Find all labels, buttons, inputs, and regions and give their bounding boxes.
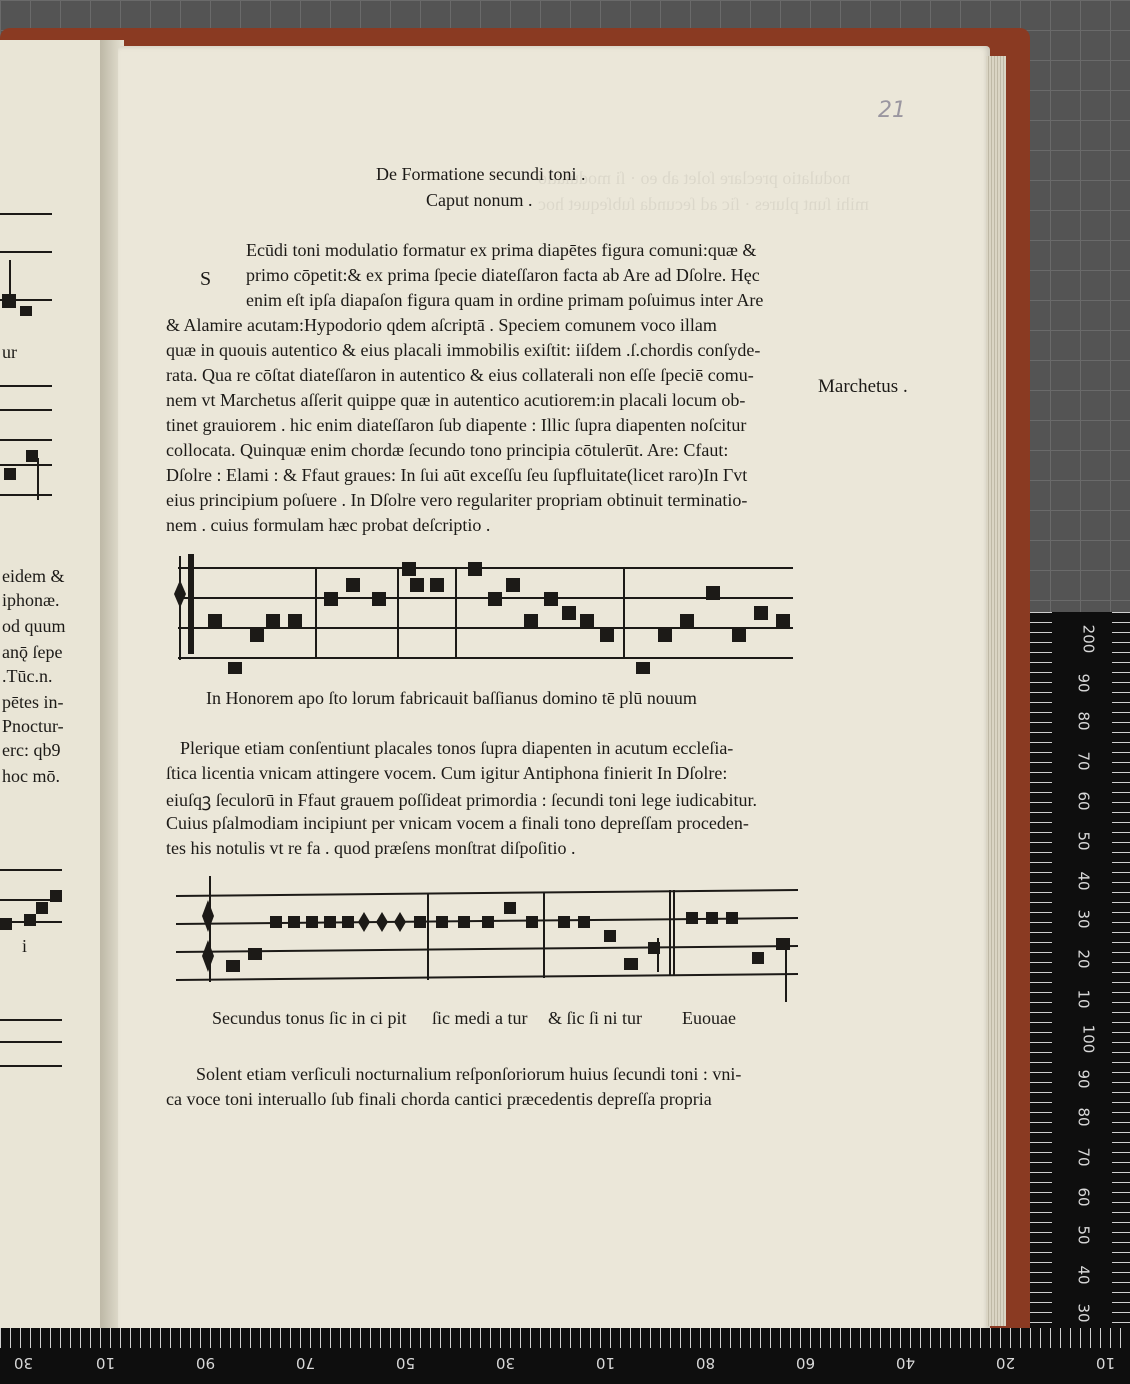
ruler-label: 100 (1079, 1024, 1098, 1054)
text-line: quæ in quouis autentico & eius placali immobilis exiſtit: iiſdem .ſ.chordis conſyde- (166, 340, 761, 360)
text-line: nem . cuius formulam hæc probat deſcriptio . (166, 515, 491, 535)
ruler-label: 50 (1074, 831, 1093, 851)
chapter-subheading: Caput nonum . (426, 190, 533, 210)
lyrics-line-2-mediation: ſic medi a tur (432, 1008, 528, 1028)
ruler-label: 80 (1074, 1107, 1093, 1127)
ruler-label: 30 (14, 1354, 34, 1372)
ruler-ticks (1030, 612, 1052, 1338)
text-line: Ecūdi toni modulatio formatur ex prima diapētes figura comuni:quæ & (246, 240, 757, 260)
text-line: ſtica licentia vnicam attingere vocem. Cum igitur Antiphona finierit In Dſolre: (166, 763, 728, 783)
ruler-label: 40 (1074, 871, 1093, 891)
ruler-label: 10 (596, 1354, 616, 1372)
show-through-text: nodulatio preclare ſolet ab eo · ſi modulatio (538, 168, 851, 188)
ruler-label: 10 (1074, 989, 1093, 1009)
ruler-label: 50 (1074, 1225, 1093, 1245)
ruler-label: 50 (396, 1354, 416, 1372)
ruler-label: 60 (1074, 1187, 1093, 1207)
ruler-label: 20 (996, 1354, 1016, 1372)
text-line: eiuſqꝫ ſeculorū in Ffaut grauem poſſideat primordia : ſecundi toni lege iudicabitur. (166, 790, 758, 810)
text-line: rata. Qua re cōſtat diateſſaron in autentico & eius collaterali non eſſe ſpeciē comu- (166, 365, 754, 385)
left-text-fragment: pētes in- (2, 692, 64, 712)
left-text-fragment: iphonæ. (2, 590, 60, 610)
ruler-ticks (1112, 612, 1130, 1338)
left-text-fragment: eidem & (2, 566, 65, 586)
ruler-label: 70 (296, 1354, 316, 1372)
text-line: enim eſt ipſa diapaſon figura quam in ordine primam poſuimus inter Are (246, 290, 764, 310)
left-text-fragment: od quum (2, 616, 66, 636)
text-line: collocata. Quinquæ enim chordæ ſecundo tono principia cōtulerūt. Are: Cfaut: (166, 440, 729, 460)
text-line: nem vt Marchetus aſſerit quippe quæ in autentico acutiorem:in placali locum ob- (166, 390, 746, 410)
ruler-label: 90 (196, 1354, 216, 1372)
left-text-fragment: hoc mō. (2, 766, 60, 786)
left-text-fragment: erc: qb9 (2, 740, 61, 760)
left-page-music-fragments (0, 210, 112, 1070)
text-line: Solent etiam verſiculi nocturnalium reſponſoriorum huius ſecundi toni : vni- (196, 1064, 742, 1084)
margin-note: Marchetus . (818, 376, 908, 397)
right-page (118, 46, 990, 1334)
lyrics-line-2-evovae: Euouae (682, 1008, 736, 1028)
ruler-label: 40 (1074, 1265, 1093, 1285)
ruler-label: 10 (1096, 1354, 1116, 1372)
text-line: ca voce toni interuallo ſub finali chorda cantici præcedentis depreſſa propria (166, 1089, 712, 1109)
text-line: tinet grauiorem . hic enim diateſſaron ſub diapente : Illic ſupra diapenten noſcitur (166, 415, 747, 435)
ruler-ticks (0, 1328, 1130, 1348)
text-line: eius principium poſuere . In Dſolre vero regulariter propriam obtinuit terminatio- (166, 490, 748, 510)
left-text-fragment: ur (2, 342, 17, 362)
left-text-fragment: .Tūc.n. (2, 666, 53, 686)
ruler-label: 40 (896, 1354, 916, 1372)
ruler-label: 90 (1074, 1069, 1093, 1089)
ruler-label: 80 (696, 1354, 716, 1372)
music-staff-1 (168, 552, 798, 682)
vertical-ruler (1030, 612, 1130, 1338)
text-line: & Alamire acutam:Hypodorio qdem aſcriptā . Speciem comunem voco illam (166, 315, 717, 335)
ruler-label: 10 (96, 1354, 116, 1372)
lyrics-line-2-incipit: Secundus tonus ſic in ci pit (212, 1008, 407, 1028)
left-text-fragment: anǭ ſepe (2, 642, 63, 662)
left-text-fragment: i (22, 936, 28, 956)
text-line: primo cōpetit:& ex prima ſpecie diateſſaron facta ab Are ad Dſolre. Hęc (246, 265, 760, 285)
ruler-label: 200 (1079, 624, 1098, 654)
text-line: Plerique etiam conſentiunt placales tonos ſupra diapenten in acutum eccleſia- (180, 738, 734, 758)
ruler-label: 90 (1074, 673, 1093, 693)
ruler-label: 80 (1074, 711, 1093, 731)
lyrics-line-1: In Honorem apo ſto lorum fabricauit baſſianus domino tē plū nouum (206, 688, 697, 708)
music-staff-2 (172, 872, 802, 1004)
ruler-label: 60 (796, 1354, 816, 1372)
ruler-label: 60 (1074, 791, 1093, 811)
page-number: 21 (878, 98, 906, 123)
left-page (0, 40, 112, 1336)
show-through-text: mihi ſunt plures · ſic ad ſecunda ſubſequet hoc (538, 194, 869, 214)
ruler-label: 70 (1074, 751, 1093, 771)
chapter-heading: De Formatione secundi toni . (376, 164, 586, 184)
ruler-label: 70 (1074, 1147, 1093, 1167)
ruler-label: 30 (1074, 909, 1093, 929)
horizontal-ruler (0, 1328, 1130, 1384)
ruler-label: 30 (1074, 1303, 1093, 1323)
text-line: Cuius pſalmodiam incipiunt per vnicam vocem a finali tono depreſſam proceden- (166, 813, 749, 833)
text-line: tes his notulis vt re fa . quod præſens monſtrat diſpoſitio . (166, 838, 576, 858)
lyrics-line-2-termination: & ſic ſi ni tur (548, 1008, 642, 1028)
left-text-fragment: Pnoctur- (2, 716, 64, 736)
text-line: Dſolre : Elami : & Ffaut graues: In ſui aūt exceſſu ſeu ſupfluitate(licet raro)In Γvt (166, 465, 748, 485)
page-edges (986, 56, 1006, 1326)
ruler-label: 30 (496, 1354, 516, 1372)
initial-letter-guide: S (200, 268, 212, 290)
ruler-label: 20 (1074, 949, 1093, 969)
